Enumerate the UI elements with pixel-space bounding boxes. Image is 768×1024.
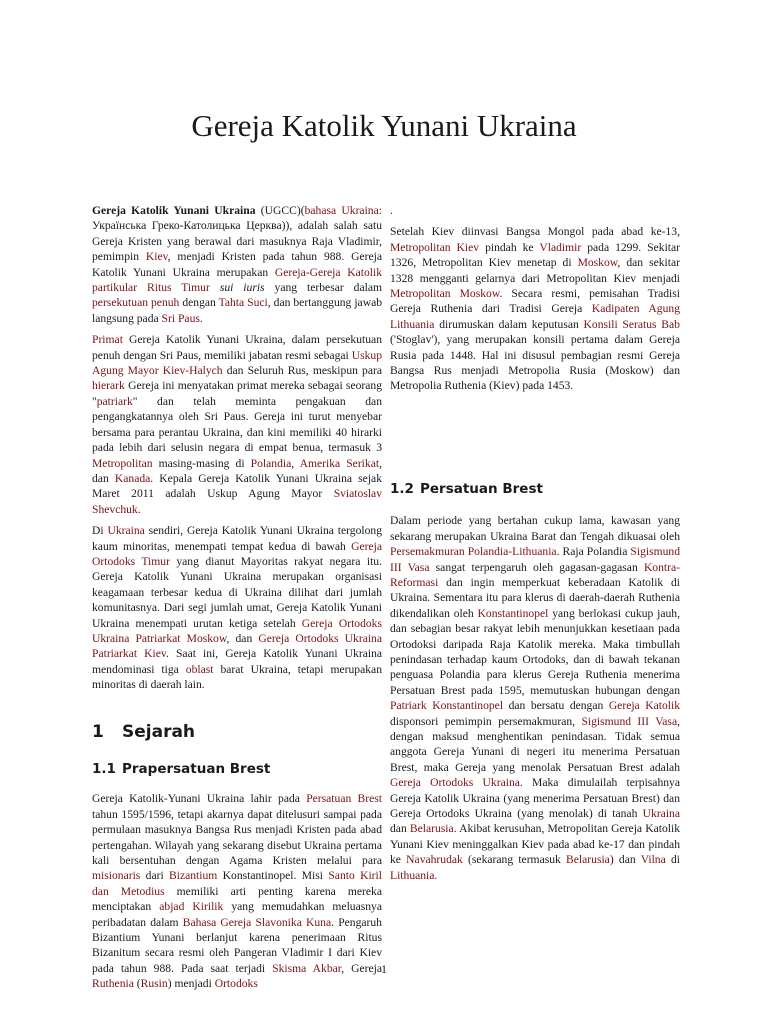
wiki-link[interactable]: patriark	[96, 394, 133, 408]
page-number: 1	[381, 962, 387, 976]
section-heading-sejarah	[92, 721, 382, 742]
wiki-link[interactable]: Konstantinopel	[477, 606, 549, 620]
right-column	[390, 203, 680, 889]
text-run	[210, 281, 220, 294]
wiki-link[interactable]: Polandia	[250, 456, 292, 470]
left-column	[92, 203, 382, 998]
wiki-link[interactable]: Gereja Ortodoks Ukraina	[390, 776, 520, 790]
wiki-link[interactable]: Tahta Suci	[218, 296, 268, 310]
wiki-link[interactable]: Konsili Seratus Bab	[583, 317, 680, 331]
page-title: Gereja Katolik Yunani Ukraina	[191, 108, 577, 143]
text-run: (UGCC)(	[255, 204, 305, 217]
wiki-link[interactable]: bahasa Ukraina	[304, 204, 379, 217]
intro-paragraph-1	[92, 203, 382, 326]
wiki-link[interactable]: Gereja Ortodoks Ukraina Patriarkat Kiev	[92, 631, 383, 661]
text-run: yang dianut Mayoritas rakyat negara itu. Gereja Katolik Yunani Ukraina merupakan organisasi keagamaan terbesar kedua di Ukraina dilihat dari jumlah komunitasnya. Dari segi jumlah umat, Gereja Katolik Yunani Ukraina menempati urutan ketiga setelah	[92, 554, 382, 630]
intro-paragraph-3	[92, 523, 382, 692]
intro-paragraph-2	[92, 332, 382, 517]
text-run: , menjadi Kristen pada tahun 988. Gereja Katolik Yunani Ukraina merupakan	[92, 250, 382, 279]
wiki-link[interactable]: Primat	[92, 333, 123, 347]
text-run: Gereja Katolik-Yunani Ukraina lahir pada	[92, 792, 307, 806]
subsection-number: 1.2	[390, 480, 414, 497]
text-run: (	[133, 977, 141, 991]
text-run: dan Seluruh Rus, meskipun para	[222, 364, 382, 378]
persatuan-brest-paragraph-1	[390, 513, 680, 883]
text-run: , dan bertanggung jawab langsung pada	[92, 296, 383, 325]
text-run: Setelah Kiev diinvasi Bangsa Mongol pada abad ke-13,	[390, 225, 680, 239]
text-run: Di	[92, 524, 108, 538]
text-run: pada 1299. Sekitar 1326, Metropolitan Kiev menetap di	[390, 240, 681, 270]
wiki-link[interactable]: Bahasa Gereja Slavonika Kuna	[182, 915, 332, 929]
text-run: dengan	[179, 296, 219, 310]
wiki-link[interactable]: Sviatoslav Shevchuk	[92, 487, 382, 516]
subsection-heading-prapersatuan	[92, 762, 382, 777]
wiki-link[interactable]: Gereja Ortodoks Timur	[92, 539, 382, 568]
wiki-link[interactable]: Metropolitan	[92, 456, 153, 470]
wiki-link[interactable]: Vladimir	[539, 240, 582, 254]
text-run: sendiri, Gereja Katolik Yunani Ukraina tergolong kaum minoritas, menempati tempat kedua di bawah	[92, 524, 382, 553]
wiki-link[interactable]: Moskow	[577, 256, 618, 270]
wiki-link[interactable]: Gereja-Gereja Katolik partikular Ritus Timur	[92, 265, 382, 295]
text-run: Konstantinopel. Misi	[217, 869, 329, 883]
wiki-link[interactable]: Ukraina	[107, 524, 145, 538]
prapersatuan-paragraph-2	[390, 224, 680, 393]
wiki-link[interactable]: Kiev	[145, 250, 168, 264]
wiki-link[interactable]: abjad Kirilik	[159, 900, 224, 914]
text-run: dirumuskan dalam keputusan	[434, 317, 584, 331]
text-run: . Maka dimulailah terpisahnya Gereja Katolik Ukraina (yang menerima Persatuan Brest) dan Gereja Ortodoks Ukraina (yang menolak) di tanah	[390, 776, 680, 820]
wiki-link[interactable]: Amerika Serikat	[299, 456, 380, 470]
wiki-link[interactable]: Ukraina	[642, 807, 680, 820]
italic-text: sui iuris	[219, 281, 265, 295]
text-run: , dengan maksud menghentikan penindasan. Tidak semua anggota Gereja Yunani di negeri itu menerima Persatuan Brest, maka Gereja yang menolak Persatuan Brest adalah	[390, 714, 680, 774]
wiki-link[interactable]: Patriark Konstantinopel	[390, 699, 504, 713]
text-run: Dalam periode yang bertahan cukup lama, kawasan yang sekarang merupakan Ukraina Barat dan Tengah dikuasai oleh	[390, 514, 680, 543]
text-run: , dan	[92, 456, 382, 485]
text-run: di	[665, 853, 680, 867]
wiki-link[interactable]: Santo Kiril dan Metodius	[92, 869, 382, 898]
text-run: pindah ke	[479, 240, 540, 254]
subsection-heading-persatuan-brest	[390, 482, 680, 497]
wiki-link[interactable]: Gereja Ortodoks Ukraina Patriarkat Moskow	[92, 616, 382, 645]
wiki-link[interactable]: Vilna	[640, 853, 666, 867]
text-run: dan bersatu dengan	[503, 699, 609, 713]
wiki-link[interactable]: Kanada	[114, 471, 151, 485]
wiki-link[interactable]: Skisma Akbar	[272, 961, 342, 975]
wiki-link[interactable]: Rusin	[140, 977, 168, 991]
wiki-link[interactable]: Belarusia	[566, 853, 610, 867]
wiki-link[interactable]: Metropolitan Kiev	[390, 240, 480, 254]
text-run: tahun 1595/1596, tetapi akarnya dapat ditelusuri sampai pada permulaan masuknya Bangsa Rus menjadi Kristen pada abad pertengahan. Wilayah yang sekarang disebut Ukraina pertama kali bersentuhan dengan Agama Kristen melalui para	[92, 807, 382, 868]
wiki-link[interactable]: Kontra-Reformasi	[390, 560, 680, 589]
prapersatuan-paragraph-1-continued	[390, 203, 680, 218]
text-run: .	[434, 868, 438, 882]
text-run: yang berlokasi cukup jauh, dan sebagian besar rakyat lebih menunjukkan kesetiaan pada Ortodoksi daripada Raja Katolik mereka. Maka timbullah penindasan terhadap kaum Ortodoks, dan di bawah tekanan penguasa Polandia para klerus Gereja Ruthenia menerima Persatuan Brest pada 1595, memutuskan hubungan dengan	[390, 606, 681, 697]
text-run: barat Ukraina, tetapi merupakan minoritas di daerah lain.	[92, 662, 382, 692]
wiki-link[interactable]: Gereja Katolik	[608, 699, 680, 713]
wiki-link[interactable]: Kadipaten Agung Lithuania	[390, 302, 680, 331]
wiki-link[interactable]: Persatuan Brest	[306, 792, 382, 806]
subsection-title: Persatuan Brest	[420, 480, 543, 497]
text-run: disponsori pemimpin persemakmuran,	[390, 714, 582, 728]
wiki-link[interactable]: misionaris	[92, 869, 141, 883]
text-run: , Gereja	[341, 961, 382, 975]
text-run: yang terbesar dalam	[264, 281, 383, 295]
text-run: . Secara resmi, pemisahan Tradisi Gereja Ruthenia dari Tradisi Gereja	[390, 287, 681, 316]
wiki-link[interactable]: hierark	[92, 379, 125, 393]
text-run: dan ingin memperkuat keberadaan Katolik di Ukraina. Sementara itu para klerus di daerah-daerah Ruthenia dikendalikan oleh	[390, 575, 680, 620]
text-run: Gereja Katolik Yunani Ukraina, dalam persekutuan penuh dengan Sri Paus, memiliki jabatan resmi sebagai	[92, 333, 382, 362]
wiki-link[interactable]: oblast	[185, 662, 214, 676]
text-run: dari	[140, 869, 170, 883]
section-number: 1	[92, 721, 104, 742]
text-run: ) menjadi	[167, 977, 215, 991]
text-run: sangat terpengaruh oleh gagasan-gagasan	[429, 560, 644, 574]
text-run: ,	[291, 456, 300, 470]
wiki-link[interactable]: Uskup Agung Mayor Kiev-Halych	[92, 348, 382, 378]
text-run: . Saat ini, Gereja Katolik Yunani Ukraina mendominasi tiga	[92, 647, 383, 676]
subsection-title: Prapersatuan Brest	[122, 761, 271, 777]
wiki-link[interactable]: Sigismund III Vasa	[581, 714, 678, 728]
text-run: dan	[390, 822, 410, 836]
text-run: ) dan	[609, 853, 641, 867]
text-run: , dan sekitar 1328 mengganti gelarnya dari Metropolitan Kiev menjadi	[390, 256, 680, 285]
wiki-link[interactable]: persekutuan penuh	[92, 296, 180, 310]
subsection-number: 1.1	[92, 761, 116, 777]
text-run: . Kepala Gereja Katolik Yunani Ukraina sejak Maret 2011 adalah Uskup Agung Mayor	[92, 471, 382, 501]
wiki-link[interactable]: Ortodoks	[214, 977, 258, 991]
wiki-link[interactable]: Metropolitan Moskow	[390, 287, 500, 301]
wiki-link[interactable]: Persemakmuran Polandia-Lithuania	[390, 545, 557, 559]
text-run: . Pengaruh Bizantium Yunani berlanjut karena penerimaan Ritus Bizanitum secara resmi oleh Pangeran Vladimir I dari Kiev pada tahun 988. Pada saat terjadi	[92, 915, 382, 975]
wiki-link[interactable]: Sigismund III Vasa	[390, 545, 681, 574]
text-run: " dan telah meminta pengakuan dan pengangkatannya oleh Sri Paus. Gereja ini turut menyebar bersama para perantau Ukraina, dan kini memiliki 40 hirarki pada lebih dari selusin negara di empat benua, termasuk 3	[92, 394, 382, 455]
text-run: masing-masing di	[152, 456, 251, 470]
text-run: .	[199, 311, 203, 325]
bold-term: Gereja Katolik Yunani Ukraina	[92, 204, 256, 217]
text-run: . Akibat kerusuhan, Metropolitan Gereja Katolik Yunani Kiev meninggalkan Kiev pada abad ke-17 dan pindah ke	[390, 822, 680, 867]
text-run: .	[137, 502, 141, 516]
text-run: , dan	[226, 631, 259, 645]
text-run: (sekarang termasuk	[462, 853, 567, 867]
text-run: . Raja Polandia	[556, 545, 631, 559]
wiki-link[interactable]: Belarusia	[409, 822, 454, 836]
text-run: yang memudahkan meluasnya peribadatan dalam	[92, 900, 382, 929]
wiki-link[interactable]: Navahrudak	[406, 853, 463, 867]
wiki-link[interactable]: Lithuania	[390, 868, 435, 882]
text-run: .	[390, 204, 393, 217]
text-run: ('Stoglav'), yang merupakan konsili pertama dalam Gereja Rusia pada 1448. Hal ini disusul pembagian resmi Gereja Bangsa Rus menjadi Metropolia Rusia (Moskow) dan Metropolia Ruthenia (Kiev) pada 1453.	[390, 333, 680, 393]
wiki-link[interactable]: Sri Paus	[161, 311, 200, 325]
wiki-link[interactable]: Bizantium	[169, 869, 218, 883]
text-run: memiliki arti penting karena mereka menciptakan	[92, 884, 383, 914]
text-run: Gereja ini menyatakan primat mereka sebagai seorang "	[92, 379, 382, 408]
section-title: Sejarah	[122, 721, 196, 742]
text-run: : Українська Греко-Католицька Церква)), adalah salah satu Gereja Kristen yang berawal dari masuknya Raja Vladimir, pemimpin	[92, 204, 382, 264]
wiki-link[interactable]: Ruthenia	[92, 977, 134, 991]
